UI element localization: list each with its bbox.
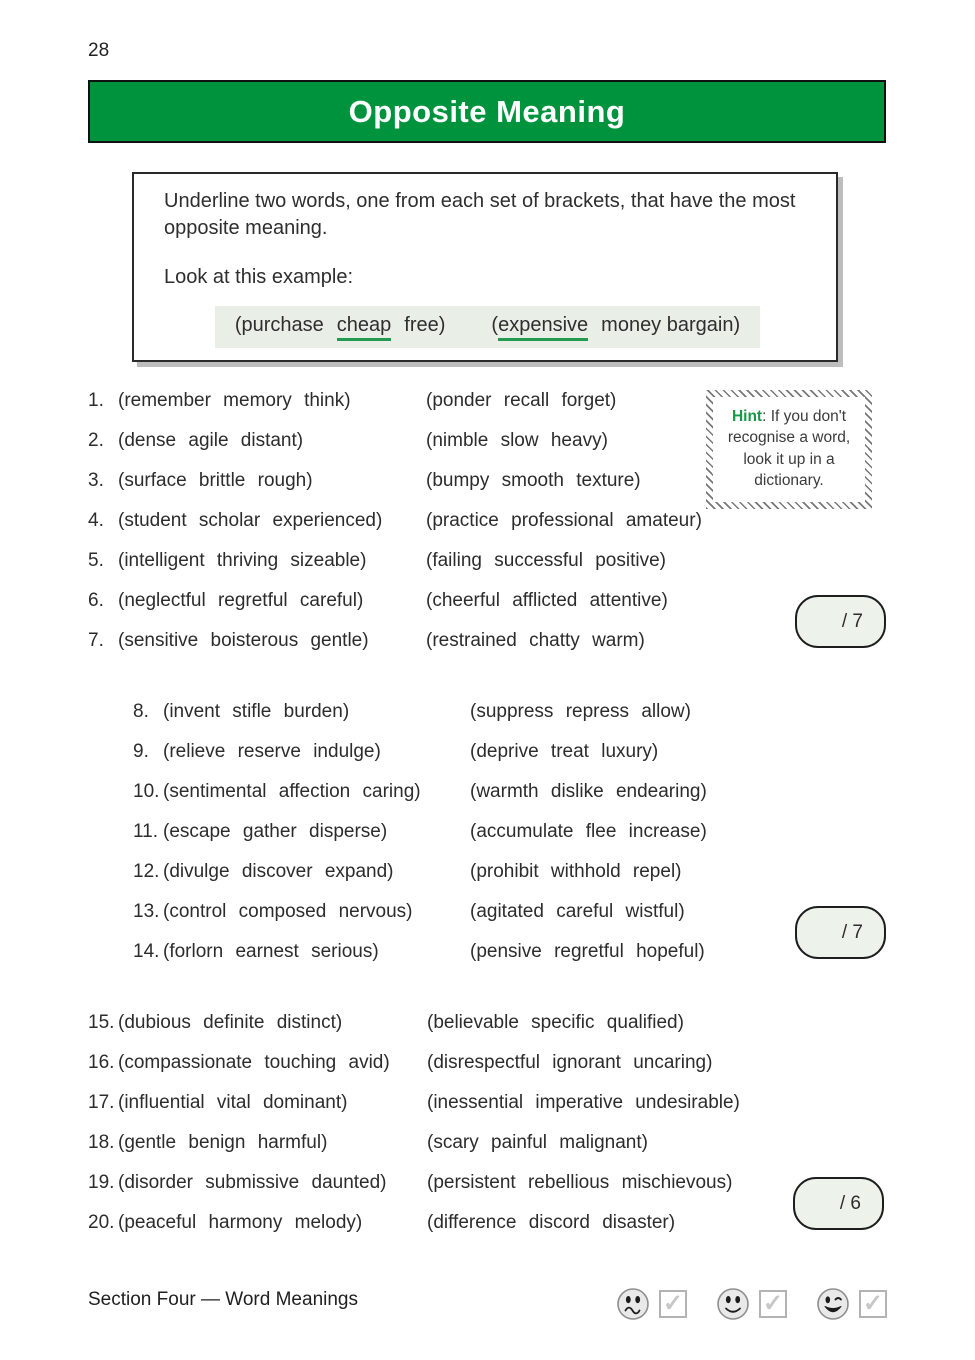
bracket-set-right: (bumpy smooth texture): [426, 470, 641, 491]
bracket-set-left: (control composed nervous): [163, 901, 413, 922]
hint-label: Hint: [731, 408, 763, 425]
bracket-set-right: (difference discord disaster): [427, 1212, 676, 1233]
question-row: [133, 892, 853, 932]
bracket-set-right: (accumulate flee increase): [470, 821, 707, 842]
bracket-set-left: (peaceful harmony melody): [118, 1212, 363, 1233]
question-row: [133, 812, 853, 852]
question-group-3: [88, 1003, 828, 1243]
bracket-set-left: (surface brittle rough): [118, 470, 313, 491]
bracket-set-left: (gentle benign harmful): [118, 1132, 328, 1153]
example-highlight: [215, 306, 760, 348]
bracket-set-right: (deprive treat luxury): [470, 741, 659, 762]
question-row: [133, 772, 853, 812]
bracket-set-right: (warmth dislike endearing): [470, 781, 707, 802]
question-number: 18.: [88, 1132, 115, 1153]
question-number: 19.: [88, 1172, 115, 1193]
example-bracket-set-left: [235, 314, 446, 341]
question-number: 9.: [133, 741, 149, 762]
page-number: 28: [88, 40, 110, 61]
question-number: 20.: [88, 1212, 115, 1233]
bracket-set-left: (neglectful regretful careful): [118, 590, 364, 611]
self-assessment-checkbox: ✓: [659, 1290, 687, 1318]
question-row: [88, 381, 808, 421]
bracket-set-left: (relieve reserve indulge): [163, 741, 381, 762]
title-banner: [88, 80, 886, 143]
question-row: [88, 421, 808, 461]
self-assessment-checkbox: ✓: [759, 1290, 787, 1318]
bracket-set-right: (persistent rebellious mischievous): [427, 1172, 733, 1193]
example-word: free): [404, 313, 446, 336]
bracket-set-right: (practice professional amateur): [426, 510, 702, 531]
bracket-set-left: (compassionate touching avid): [118, 1052, 390, 1073]
question-group-2: [133, 692, 853, 972]
question-row: [88, 1043, 828, 1083]
question-row: [88, 461, 808, 501]
bracket-set-right: (restrained chatty warm): [426, 630, 645, 651]
question-row: [88, 1003, 828, 1043]
bracket-set-left: (sensitive boisterous gentle): [118, 630, 369, 651]
question-row: [88, 501, 808, 541]
question-number: 3.: [88, 470, 104, 491]
question-row: [88, 1163, 828, 1203]
self-assessment-happy: [816, 1287, 887, 1321]
bracket-set-left: (escape gather disperse): [163, 821, 388, 842]
example-word: (purchase: [234, 313, 324, 336]
question-number: 6.: [88, 590, 104, 611]
bracket-set-left: (divulge discover expand): [163, 861, 394, 882]
question-number: 12.: [133, 861, 160, 882]
smiley-face-icon: [716, 1287, 750, 1321]
question-number: 16.: [88, 1052, 115, 1073]
question-number: 1.: [88, 390, 104, 411]
hint-text: : If you don't recognise a word, look it up in a dictionary.: [727, 408, 851, 490]
bracket-set-right: (disrespectful ignorant uncaring): [427, 1052, 713, 1073]
question-number: 4.: [88, 510, 104, 531]
bracket-set-right: (suppress repress allow): [470, 701, 691, 722]
question-row: [88, 621, 808, 661]
question-row: [88, 1203, 828, 1243]
bracket-set-left: (student scholar experienced): [118, 510, 383, 531]
bracket-set-left: (disorder submissive daunted): [118, 1172, 387, 1193]
question-number: 5.: [88, 550, 104, 571]
question-number: 2.: [88, 430, 104, 451]
bracket-set-right: (pensive regretful hopeful): [470, 941, 705, 962]
bracket-set-left: (remember memory think): [118, 390, 351, 411]
score-box-1: / 7: [795, 595, 886, 648]
bracket-set-right: (inessential imperative undesirable): [427, 1092, 740, 1113]
question-row: [88, 1083, 828, 1123]
bracket-set-left: (invent stifle burden): [163, 701, 350, 722]
self-assessment-checkbox: ✓: [859, 1290, 887, 1318]
example-word: (: [491, 313, 499, 336]
bracket-set-left: (influential vital dominant): [118, 1092, 348, 1113]
section-footer-label: Section Four — Word Meanings: [88, 1289, 358, 1310]
bracket-set-left: (dense agile distant): [118, 430, 304, 451]
bracket-set-right: (agitated careful wistful): [470, 901, 685, 922]
question-row: [133, 932, 853, 972]
page-title: Opposite Meaning: [348, 93, 626, 129]
instruction-box: [132, 172, 838, 362]
question-number: 14.: [133, 941, 160, 962]
bracket-set-left: (intelligent thriving sizeable): [118, 550, 367, 571]
bracket-set-right: (cheerful afflicted attentive): [426, 590, 668, 611]
example-underlined-word: expensive: [498, 314, 588, 341]
score-box-2: / 7: [795, 906, 886, 959]
question-number: 15.: [88, 1012, 115, 1033]
instruction-text: Underline two words, one from each set of brackets, that have the most opposite meaning.: [164, 190, 796, 239]
bracket-set-right: (prohibit withhold repel): [470, 861, 682, 882]
bracket-set-right: (nimble slow heavy): [426, 430, 608, 451]
question-row: [88, 581, 808, 621]
question-row: [133, 732, 853, 772]
question-row: [133, 852, 853, 892]
bracket-set-left: (sentimental affection caring): [163, 781, 421, 802]
bracket-set-right: (believable specific qualified): [427, 1012, 684, 1033]
bracket-set-right: (ponder recall forget): [426, 390, 617, 411]
worried-face-icon: [616, 1287, 650, 1321]
winking-face-icon: [816, 1287, 850, 1321]
bracket-set-left: (dubious definite distinct): [118, 1012, 343, 1033]
self-assessment-ok: [716, 1287, 787, 1321]
example-word: money bargain): [601, 313, 741, 336]
question-row: [88, 541, 808, 581]
example-label: Look at this example:: [164, 266, 353, 288]
bracket-set-left: (forlorn earnest serious): [163, 941, 379, 962]
question-number: 11.: [133, 821, 159, 842]
question-number: 8.: [133, 701, 149, 722]
question-row: [133, 692, 853, 732]
question-row: [88, 1123, 828, 1163]
bracket-set-right: (failing successful positive): [426, 550, 666, 571]
self-assessment-worried: [616, 1287, 687, 1321]
example-underlined-word: cheap: [337, 314, 392, 341]
bracket-set-right: (scary painful malignant): [427, 1132, 648, 1153]
question-number: 17.: [88, 1092, 115, 1113]
question-number: 10.: [133, 781, 160, 802]
example-bracket-set-right: [491, 314, 740, 341]
score-box-3: / 6: [793, 1177, 884, 1230]
question-group-1: [88, 381, 808, 661]
question-number: 13.: [133, 901, 160, 922]
question-number: 7.: [88, 630, 104, 651]
